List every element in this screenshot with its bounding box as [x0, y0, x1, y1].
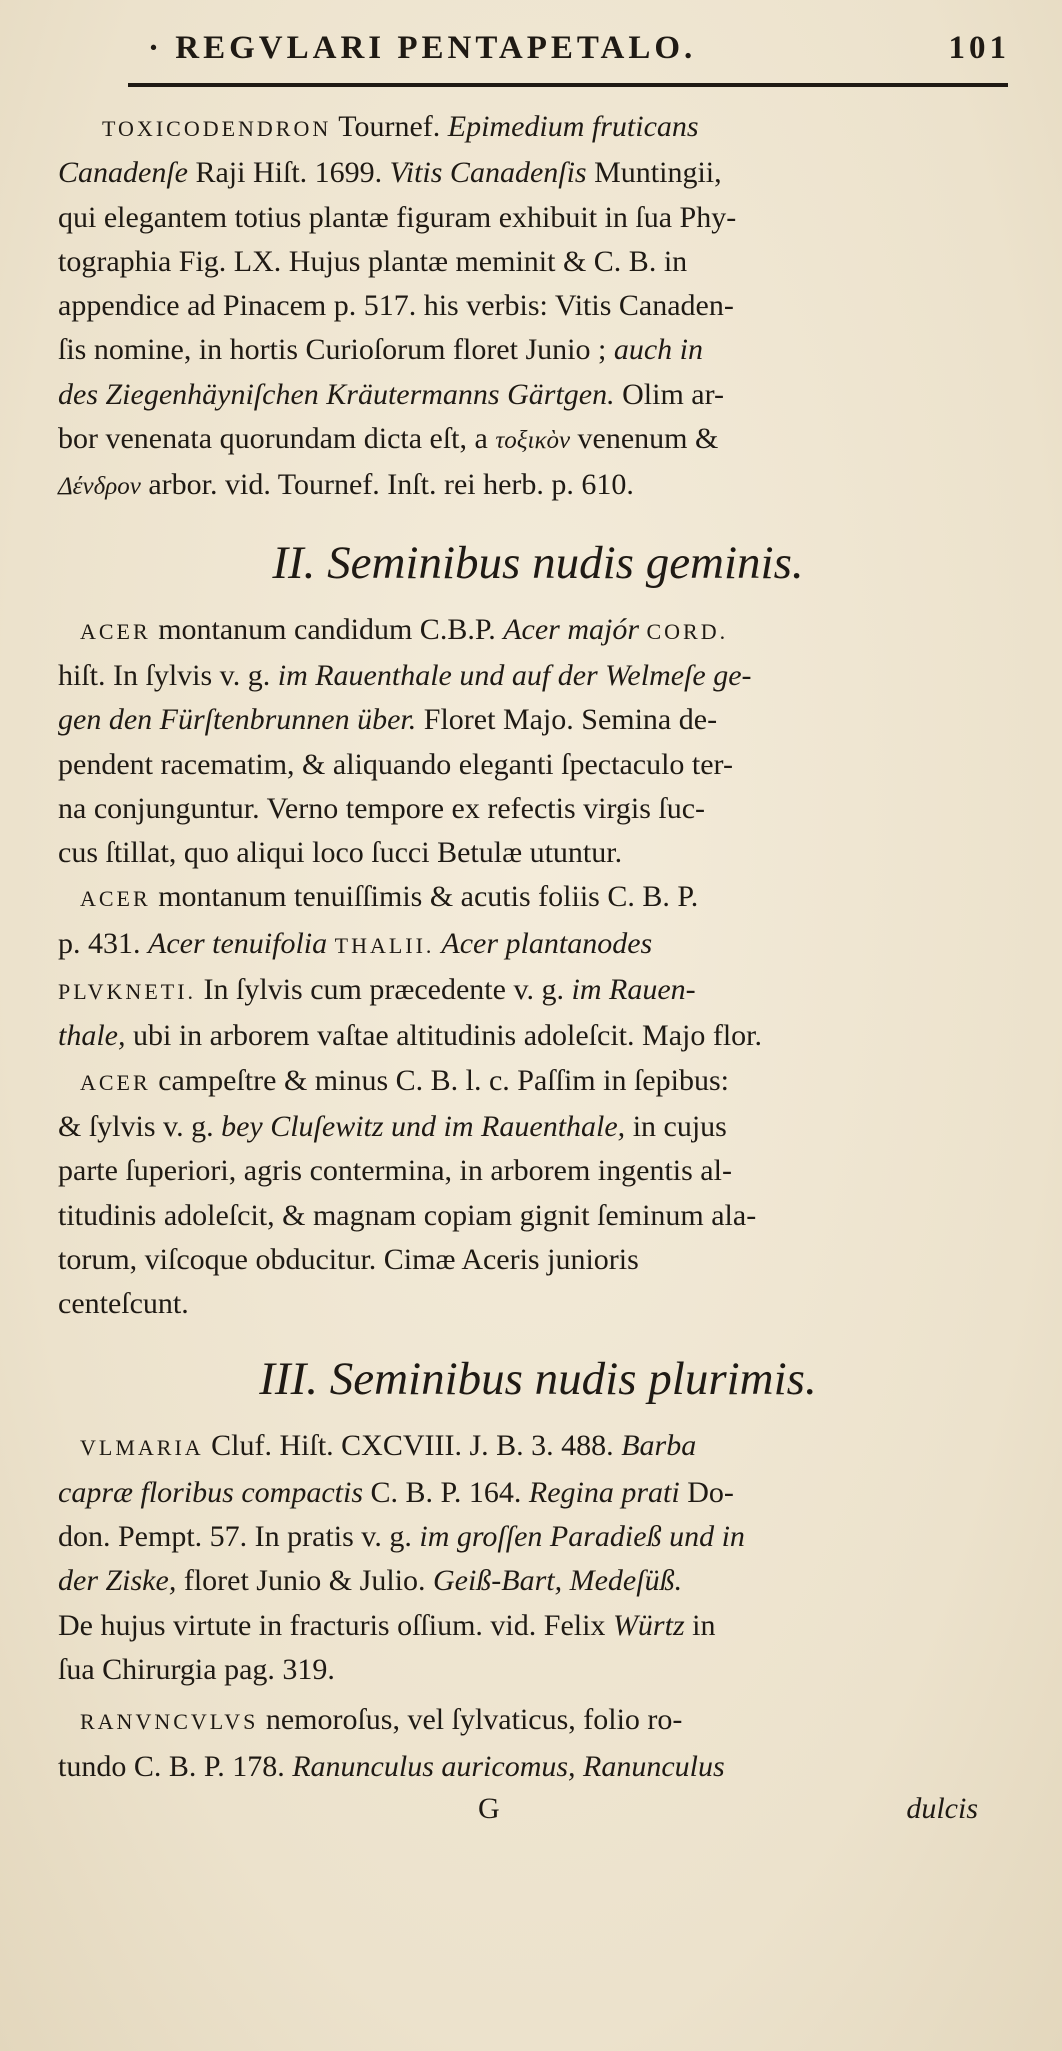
greek-word: Δένδρον	[58, 473, 141, 501]
entry-acer-candidum	[58, 608, 1018, 876]
text-line: centeſcunt.	[58, 1287, 189, 1321]
text-span: in cujus	[625, 1109, 727, 1143]
header-rule	[128, 83, 1008, 87]
text-span: Raji Hiſt. 1699.	[187, 156, 390, 190]
catchword: dulcis	[906, 1791, 978, 1825]
entry-toxicodendron-body	[58, 151, 1018, 509]
text-span: floret Junio & Julio.	[176, 1564, 433, 1598]
text-span: Floret Majo. Semina de-	[416, 703, 718, 737]
running-title: · REGVLARI PENTAPETALO.	[148, 30, 697, 66]
body-text	[58, 105, 1018, 1829]
text-span: Würtz	[612, 1608, 685, 1642]
text-span: des Ziegenhäyniſchen Kräutermanns Gärtgen.	[58, 377, 615, 411]
text-span: montanum tenuiſſimis & acutis foliis C. B. P.	[150, 880, 699, 914]
text-span: tundo C. B. P. 178.	[58, 1749, 293, 1783]
text-span: ubi in arborem vaſtae altitudinis adoleſcit. Majo flor.	[125, 1019, 763, 1053]
page-footer	[58, 1789, 1018, 1829]
text-span: ſis nomine, in hortis Curioſorum floret Junio ;	[58, 333, 614, 367]
text-span: De hujus virtute in fracturis oſſium. vid. Felix	[58, 1608, 613, 1642]
text-span: Epimedium fruticans	[447, 110, 699, 143]
text-span: venenum &	[570, 422, 719, 456]
text-line: pendent racematim, & aliquando eleganti ſpectaculo ter-	[58, 747, 733, 781]
text-span: Cluf. Hiſt. CXCVIII. J. B. 3. 488.	[203, 1429, 622, 1463]
text-span: Geiß-Bart, Medeſüß.	[432, 1564, 683, 1598]
text-line: qui elegantem totius plantæ figuram exhibuit in ſua Phy-	[58, 200, 737, 234]
text-span: Acer majór	[503, 612, 639, 646]
page-number: 101	[948, 30, 1010, 66]
text-line: torum, viſcoque obducitur. Cimæ Aceris junioris	[58, 1242, 639, 1276]
text-span: Barba	[621, 1429, 697, 1463]
text-line: titudinis adoleſcit, & magnam copiam gignit ſeminum ala-	[58, 1198, 757, 1232]
text-span: Do-	[679, 1475, 734, 1509]
text-span: in	[684, 1608, 716, 1642]
text-span: C. B. P. 164.	[363, 1475, 529, 1509]
entry-name: ACER	[80, 618, 151, 644]
text-span: gen den Fürſtenbrunnen über.	[58, 703, 417, 737]
text-line: appendice ad Pinacem p. 517. his verbis: Vitis Canaden-	[58, 289, 734, 323]
text-span: Vitis Canadenſis	[389, 156, 587, 190]
text-span: Acer tenuifolia	[148, 926, 328, 960]
text-span: Canadenſe	[58, 156, 188, 190]
text-span: montanum candidum C.B.P.	[150, 612, 504, 646]
section-heading-iii: III. Seminibus nudis plurimis.	[259, 1353, 817, 1406]
text-span: hiſt. In ſylvis v. g.	[58, 658, 278, 692]
entry-name: TOXICODENDRON	[102, 116, 332, 141]
text-span: im groſſen Paradieß und in	[419, 1520, 745, 1554]
text-span: THALII.	[334, 932, 435, 958]
text-span: Ranunculus auricomus, Ranunculus	[292, 1749, 725, 1783]
entry-name: ACER	[80, 1069, 151, 1095]
text-span: im Rauenthale und auf der Welmeſe ge-	[277, 658, 752, 692]
text-span: nemoroſus, vel ſylvaticus, folio ro-	[258, 1703, 683, 1737]
text-span: PLVKNETI.	[58, 979, 197, 1005]
text-span: im Rauen-	[571, 973, 696, 1007]
entry-ranunculus	[58, 1698, 1018, 1789]
text-span: Acer plantanodes	[434, 926, 653, 960]
text-span: auch in	[613, 333, 703, 367]
entry-acer-campestre	[58, 1059, 1018, 1327]
text-line: ſua Chirurgia pag. 319.	[58, 1652, 335, 1686]
entry-ulmaria	[58, 1424, 1018, 1692]
text-span: der Ziske,	[58, 1564, 177, 1598]
text-span: bor venenata quorundam dicta eſt, a	[58, 422, 496, 456]
text-line: parte ſuperiori, agris contermina, in arborem ingentis al-	[58, 1154, 732, 1188]
running-head	[58, 30, 1018, 67]
entry-acer-tenuifolia	[58, 875, 1018, 1058]
entry-toxicodendron	[58, 105, 1018, 151]
text-line: na conjunguntur. Verno tempore ex refectis virgis ſuc-	[58, 791, 706, 825]
text-span: CORD.	[646, 618, 729, 644]
book-page	[58, 30, 1018, 1829]
entry-name: VLMARIA	[80, 1435, 204, 1461]
text-span: Tournef.	[331, 110, 448, 143]
greek-word: τοξικὸν	[495, 427, 571, 455]
section-heading-ii: II. Seminibus nudis geminis.	[272, 536, 804, 589]
text-span: don. Pempt. 57. In pratis v. g.	[58, 1520, 420, 1554]
entry-name: RANVNCVLVS	[80, 1709, 259, 1735]
text-span: campeſtre & minus C. B. l. c. Paſſim in ſepibus:	[150, 1063, 729, 1097]
text-line: cus ſtillat, quo aliqui loco ſucci Betulæ utuntur.	[58, 836, 623, 870]
text-span: & ſylvis v. g.	[58, 1109, 222, 1143]
text-span: p. 431.	[58, 926, 148, 960]
text-span: Regina prati	[528, 1475, 680, 1509]
entry-name: ACER	[80, 886, 151, 912]
text-span: arbor. vid. Tournef. Inſt. rei herb. p. 610.	[140, 468, 634, 502]
text-span: capræ floribus compactis	[58, 1475, 363, 1509]
text-span: Muntingii,	[586, 156, 722, 190]
text-span: Olim ar-	[614, 377, 724, 411]
signature-mark: G	[478, 1791, 500, 1825]
text-span: In ſylvis cum præcedente v. g.	[196, 973, 572, 1007]
text-span: bey Cluſewitz und im Rauenthale,	[221, 1109, 626, 1143]
text-span: thale,	[58, 1019, 126, 1053]
text-line: tographia Fig. LX. Hujus plantæ meminit & C. B. in	[58, 244, 688, 278]
